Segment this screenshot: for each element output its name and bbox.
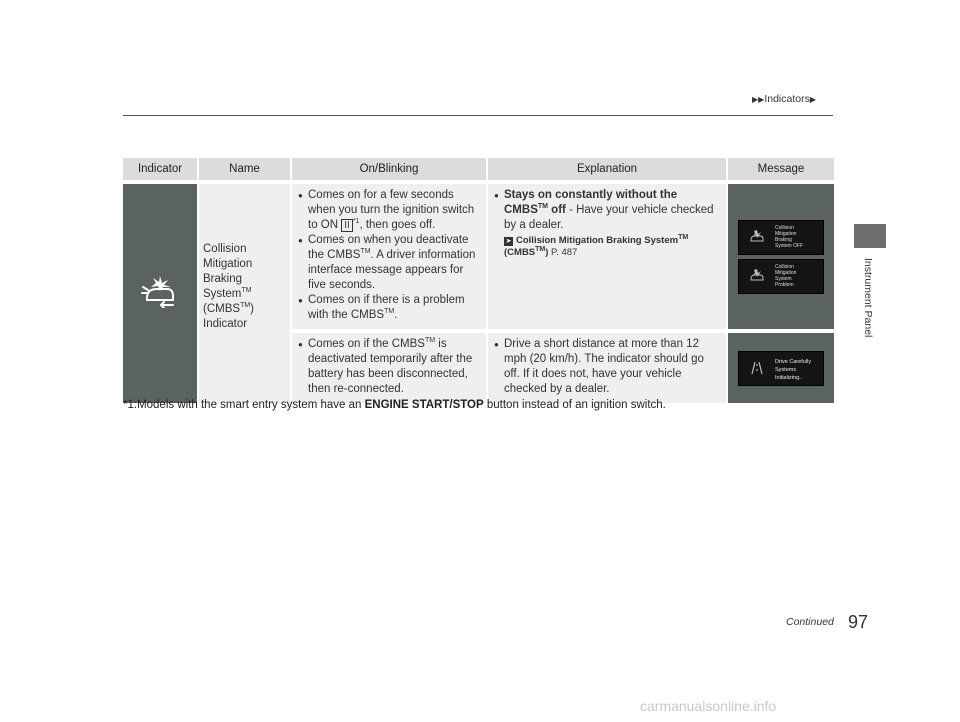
column-header-explanation: Explanation [487, 158, 727, 182]
road-lane-icon [749, 361, 765, 375]
ignition-on-key-icon: II [341, 219, 353, 232]
list-item: ● Comes on if the CMBS™ is deactivated temporarily after the battery has been disconnected, then re-connected. [298, 337, 480, 397]
cmbs-indicator-icon [141, 274, 179, 308]
page-number: 97 [848, 612, 869, 632]
explanation-cell [487, 331, 727, 403]
breadcrumb-label: Indicators [764, 93, 810, 105]
message-screen: Collision Mitigation System Problem [738, 259, 824, 294]
header-rule [123, 115, 833, 116]
list-item: ● Comes on if there is a problem with the CMBS™. [298, 293, 480, 323]
column-header-name: Name [198, 158, 291, 182]
footnote: *1:Models with the smart entry system have an ENGINE START/STOP button instead of an ignition switch. [123, 399, 666, 411]
watermark: carmanualsonline.info [640, 698, 777, 714]
indicator-cell [123, 182, 198, 403]
column-header-message: Message [727, 158, 834, 182]
indicator-name: Collision Mitigation Braking System™ (CMBS™) Indicator [203, 243, 255, 330]
section-label: Instrument Panel [862, 258, 874, 338]
message-cell [727, 182, 834, 331]
message-cell [727, 331, 834, 403]
section-tab [854, 224, 886, 248]
column-header-on-blinking: On/Blinking [291, 158, 487, 182]
message-screen: Collision Mitigation Braking System OFF [738, 220, 824, 255]
reference-arrow-icon: ➤ [505, 238, 512, 245]
table-header-row [123, 158, 834, 182]
collision-warning-icon [749, 269, 765, 283]
breadcrumb-arrow-icon: ▶ [809, 95, 816, 104]
list-item: ● Drive a short distance at more than 12 mph (20 km/h). The indicator should go off. If it does not, have your vehicle checked by a dealer. [494, 337, 720, 397]
list-item: ● Comes on when you deactivate the CMBS™. A driver information interface message appears for five seconds. [298, 233, 480, 293]
list-item: ● Comes on for a few seconds when you turn the ignition switch to ON II $^{*1}$, then goes off. [298, 188, 480, 233]
continued-label: Continued [786, 616, 834, 628]
column-header-indicator: Indicator [123, 158, 198, 182]
message-screen: Drive Carefully Systems Initializing.. [738, 351, 824, 386]
on-blinking-cell [291, 331, 487, 403]
indicator-table [123, 158, 834, 403]
breadcrumb-arrow-icon: ▶▶ [752, 95, 765, 104]
cross-reference-link[interactable]: ➤ Collision Mitigation Braking System™ (CMBS™) P. 487 [504, 233, 689, 258]
table-row [123, 182, 834, 331]
list-item: ● Stays on constantly without the CMBS™ off - Have your vehicle checked by a dealer. [494, 188, 720, 233]
explanation-cell [487, 182, 727, 331]
breadcrumb [752, 93, 816, 105]
collision-warning-icon [749, 230, 765, 244]
name-cell [198, 182, 291, 403]
on-blinking-cell [291, 182, 487, 331]
